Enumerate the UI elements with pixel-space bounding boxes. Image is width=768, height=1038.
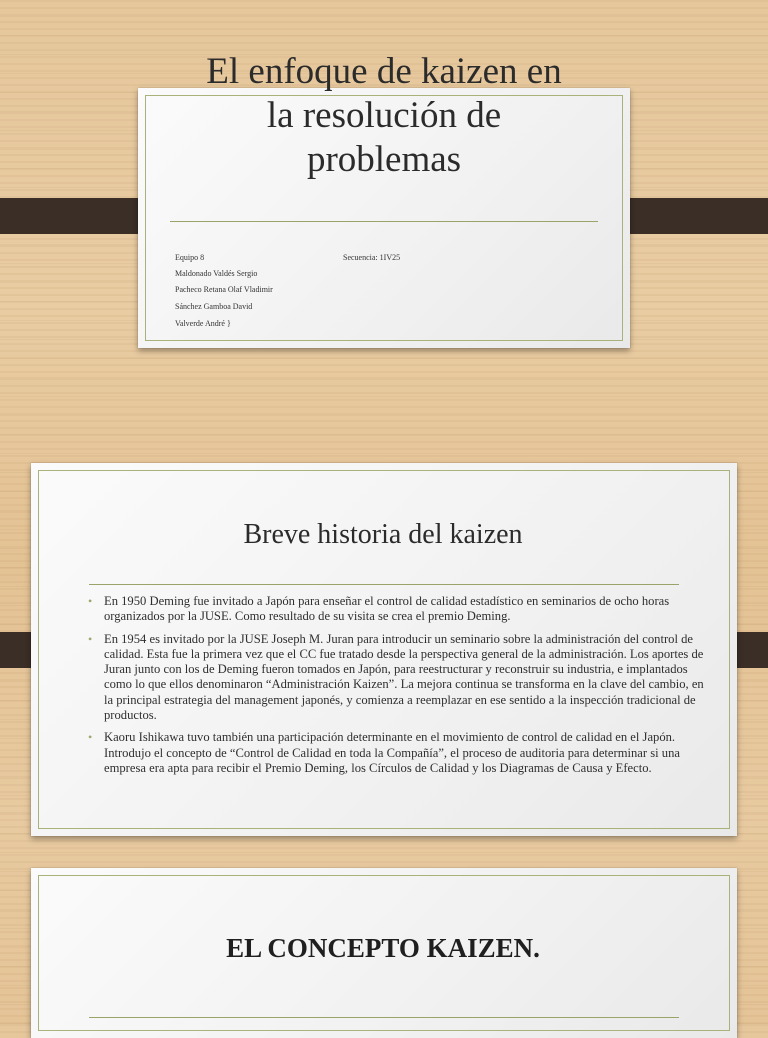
member-2: Pacheco Retana Olaf Vladimir: [175, 285, 273, 294]
title-line-1: El enfoque de kaizen en: [206, 51, 562, 92]
slide-1-divider: [170, 221, 598, 222]
history-bullet-2: [88, 632, 710, 724]
tape-right-slide1: [612, 198, 768, 234]
history-bullet-text-3: Kaoru Ishikawa tuvo también una participación determinante en el movimiento de control de calidad en el Japón. Introdujo el concepto de “Control de Calidad en toda la Compañía”, el proceso de auditoria para determinar si una empresa era apta para recibir el Premio Deming, los Círculos de Calidad y los Diagramas de Causa y Efecto.: [104, 730, 680, 775]
member-4: Valverde André }: [175, 319, 231, 328]
slide-2-divider: [89, 584, 679, 585]
history-bullet-text-2: En 1954 es invitado por la JUSE Joseph M. Juran para introducir un seminario sobre la administración del control de calidad. Esta fue la primera vez que el CC fue tratado desde la perspectiva general de la administración. Los aportes de Juran junto con los de Deming fueron tomados en Japón, para reestructurar y reconstruir su industria, e implantados como lo que ellos denominaron “Administración Kaizen”. La mejora continua se transforma en la clave del cambio, en la principal estrategia del management japonés, y comienza a reemplazar en ese sentido a la inspección tradicional de productos.: [104, 631, 704, 723]
title-line-2: la resolución de: [266, 95, 502, 136]
team-label: Equipo 8: [175, 253, 205, 262]
slide-1-title: [140, 50, 628, 182]
member-3: Sánchez Gamboa David: [175, 302, 253, 311]
slide-3-divider: [89, 1017, 679, 1018]
slide-3-title: EL CONCEPTO KAIZEN.: [226, 933, 540, 963]
member-1: Maldonado Valdés Sergio: [175, 269, 258, 278]
history-bullet-list: [88, 594, 710, 783]
history-bullet-text-1: En 1950 Deming fue invitado a Japón para enseñar el control de calidad estadístico en seminarios de ocho horas organizados por la JUSE. Como resultado de su visita se crea el premio Deming.: [104, 594, 670, 624]
bullet-icon: •: [88, 594, 93, 608]
history-bullet-3: [88, 730, 710, 776]
tape-left-slide1: [0, 198, 156, 234]
bullet-icon: •: [88, 730, 93, 745]
title-line-3: problemas: [306, 139, 462, 180]
history-bullet-1: [88, 594, 710, 625]
bullet-icon: •: [88, 631, 93, 646]
sequence-label: Secuencia: 1IV25: [343, 253, 401, 262]
slide-2-title: Breve historia del kaizen: [243, 519, 523, 550]
